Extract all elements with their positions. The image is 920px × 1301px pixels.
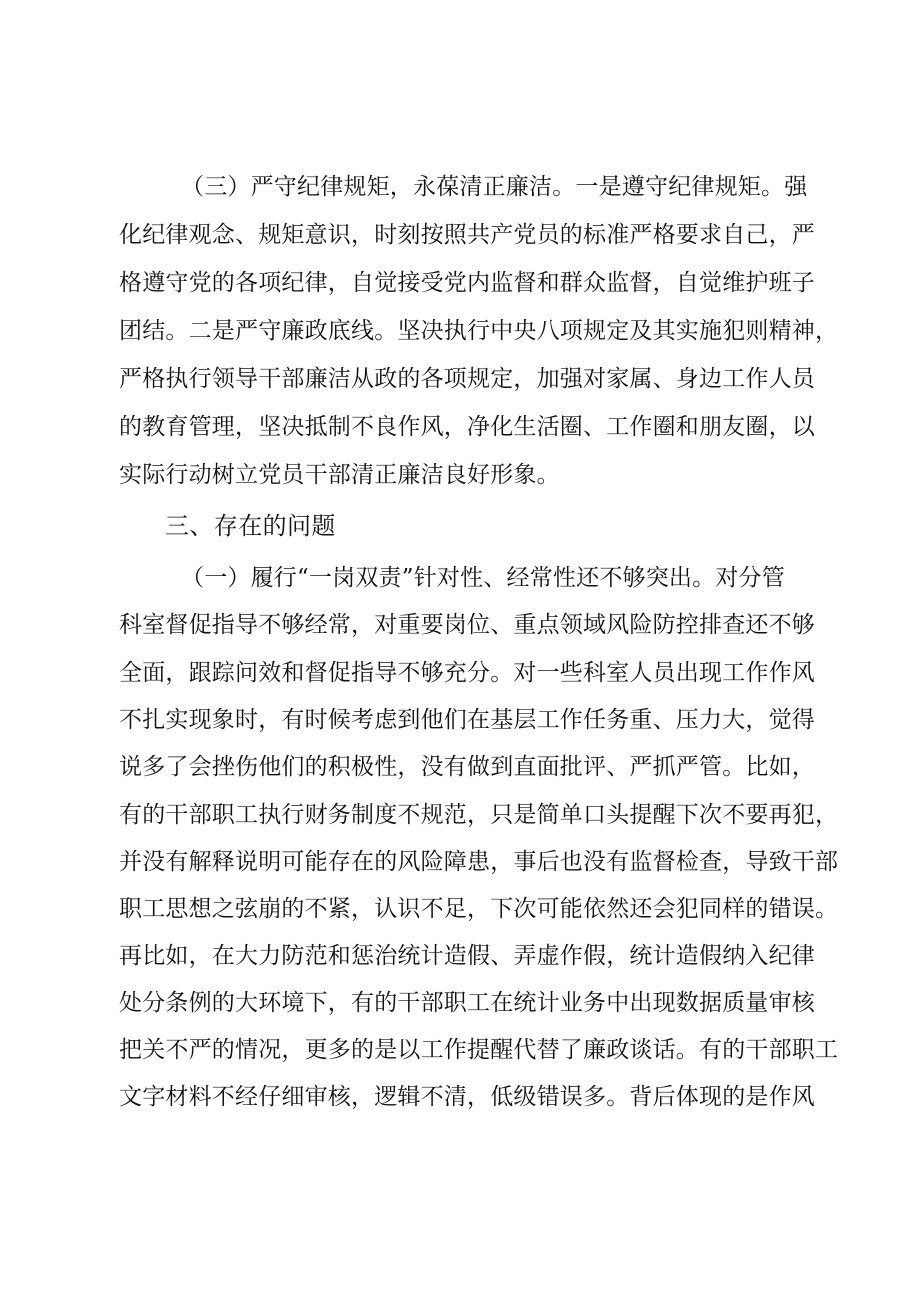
paragraph-line: （一）履行“一岗双责”针对性、经常性还不够突出。对分管 — [181, 565, 785, 591]
paragraph-line: 全面，跟踪问效和督促指导不够充分。对一些科室人员出现工作作风 — [119, 660, 815, 686]
paragraph-line: 团结。二是严守廉政底线。坚决执行中央八项规定及其实施犯则精神， — [119, 318, 839, 344]
paragraph-line: 不扎实现象时，有时候考虑到他们在基层工作任务重、压力大，觉得 — [119, 707, 815, 733]
paragraph-line: 格遵守党的各项纪律，自觉接受党内监督和群众监督，自觉维护班子 — [119, 270, 815, 296]
paragraph-line: 的教育管理，坚决抵制不良作风，净化生活圈、工作圈和朋友圈，以 — [119, 414, 815, 440]
paragraph-line: 说多了会挫伤他们的积极性，没有做到直面批评、严抓严管。比如， — [119, 754, 815, 780]
paragraph-line: 有的干部职工执行财务制度不规范，只是简单口头提醒下次不要再犯， — [119, 802, 839, 828]
paragraph-line: （三）严守纪律规矩，永葆清正廉洁。一是遵守纪律规矩。强 — [181, 174, 808, 200]
paragraph-line: 实际行动树立党员干部清正廉洁良好形象。 — [119, 462, 560, 488]
paragraph-line: 把关不严的情况，更多的是以工作提醒代替了廉政谈话。有的干部职工 — [119, 1037, 839, 1063]
paragraph-line: 并没有解释说明可能存在的风险障患，事后也没有监督检查，导致干部 — [119, 849, 839, 875]
section-heading: 三、存在的问题 — [165, 512, 336, 540]
paragraph-line: 科室督促指导不够经常，对重要岗位、重点领域风险防控排查还不够 — [119, 612, 815, 638]
paragraph-line: 职工思想之弦崩的不紧，认识不足，下次可能依然还会犯同样的错误。 — [119, 896, 839, 922]
paragraph-line: 文字材料不经仔细审核，逻辑不清，低级错误多。背后体现的是作风 — [119, 1084, 815, 1110]
paragraph-line: 再比如，在大力防范和惩治统计造假、弄虚作假，统计造假纳入纪律 — [119, 943, 815, 969]
paragraph-line: 严格执行领导干部廉洁从政的各项规定，加强对家属、身边工作人员 — [119, 366, 815, 392]
paragraph-line: 化纪律观念、规矩意识，时刻按照共产党员的标准严格要求自己，严 — [119, 222, 815, 248]
paragraph-line: 处分条例的大环境下，有的干部职工在统计业务中出现数据质量审核 — [119, 990, 815, 1016]
